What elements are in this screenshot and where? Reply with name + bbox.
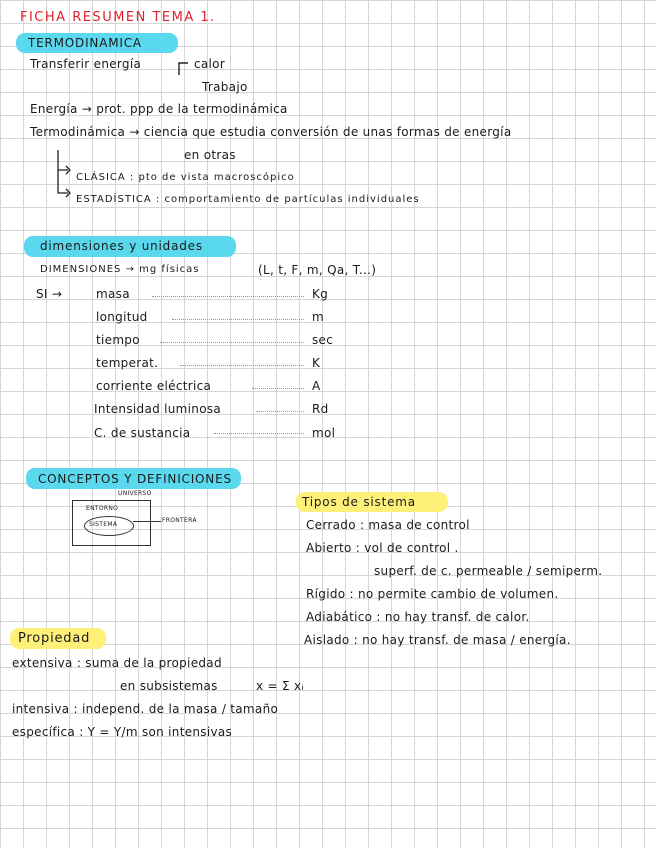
text-line: extensiva : suma de la propiedad	[12, 656, 222, 670]
list-item: superf. de c. permeable / semiperm.	[374, 564, 603, 578]
dotted-leader	[252, 388, 304, 389]
dotted-leader	[172, 319, 304, 320]
dotted-leader	[214, 433, 304, 434]
list-item: Abierto : vol de control .	[306, 541, 459, 555]
quantity-label: Intensidad luminosa	[94, 402, 222, 416]
unit-label: sec	[312, 333, 334, 347]
heading-termodinamica: TERMODINAMICA	[28, 36, 142, 50]
heading-dimensiones: dimensiones y unidades	[40, 239, 203, 253]
text-line: específica : Y = Y/m son intensivas	[12, 725, 233, 739]
text-line: SI →	[36, 287, 63, 301]
dotted-leader	[180, 365, 304, 366]
dotted-leader	[160, 342, 304, 343]
unit-label: A	[312, 379, 321, 393]
quantity-label: tiempo	[96, 333, 140, 347]
text-line: en subsistemas	[120, 679, 218, 693]
unit-label: Kg	[312, 287, 329, 301]
heading-conceptos: CONCEPTOS Y DEFINICIONES	[38, 472, 232, 486]
text-line: Transferir energía	[30, 57, 142, 71]
diagram-label-sistema: SISTEMA	[89, 521, 118, 528]
boundary-pointer-line	[133, 521, 161, 522]
hook-arrow-icon	[56, 150, 76, 200]
text-line: Termodinámica → ciencia que estudia conversión de unas formas de energía	[30, 125, 512, 139]
quantity-label: corriente eléctrica	[96, 379, 212, 393]
heading-tipos: Tipos de sistema	[302, 495, 416, 509]
list-item: Aislado : no hay transf. de masa / energía.	[304, 633, 571, 647]
diagram-label-entorno: ENTORNO	[86, 505, 119, 512]
diagram-label-frontera: FRONTERA	[162, 517, 197, 524]
dotted-leader	[256, 411, 304, 412]
text-line: Energía → prot. ppp de la termodinámica	[30, 102, 288, 116]
text-line: Trabajo	[202, 80, 248, 94]
quantity-label: masa	[96, 287, 130, 301]
text-line: intensiva : independ. de la masa / tamaño	[12, 702, 279, 716]
unit-label: Rd	[312, 402, 329, 416]
dotted-leader	[152, 296, 304, 297]
unit-label: K	[312, 356, 321, 370]
unit-label: mol	[312, 426, 336, 440]
formula: x = Σ xᵢ	[256, 679, 304, 693]
list-item: Rígido : no permite cambio de volumen.	[306, 587, 559, 601]
text-line: en otras	[184, 148, 236, 162]
text-line: ESTADÍSTICA : comportamiento de partículas individuales	[76, 194, 420, 205]
quantity-label: temperat.	[96, 356, 159, 370]
text-line: DIMENSIONES → mg físicas	[40, 264, 200, 275]
unit-label: m	[312, 310, 324, 324]
heading-propiedad: Propiedad	[18, 631, 91, 646]
text-line: CLÁSICA : pto de vista macroscópico	[76, 172, 295, 183]
quantity-label: C. de sustancia	[94, 426, 191, 440]
text-line: (L, t, F, m, Qa, T...)	[258, 263, 377, 277]
diagram-label-universo: UNIVERSO	[118, 490, 152, 497]
page-title: FICHA RESUMEN TEMA 1.	[20, 10, 216, 25]
branch-arrow-icon	[176, 60, 190, 76]
text-line: calor	[194, 57, 226, 71]
list-item: Adiabático : no hay transf. de calor.	[306, 610, 530, 624]
quantity-label: longitud	[96, 310, 148, 324]
list-item: Cerrado : masa de control	[306, 518, 470, 532]
